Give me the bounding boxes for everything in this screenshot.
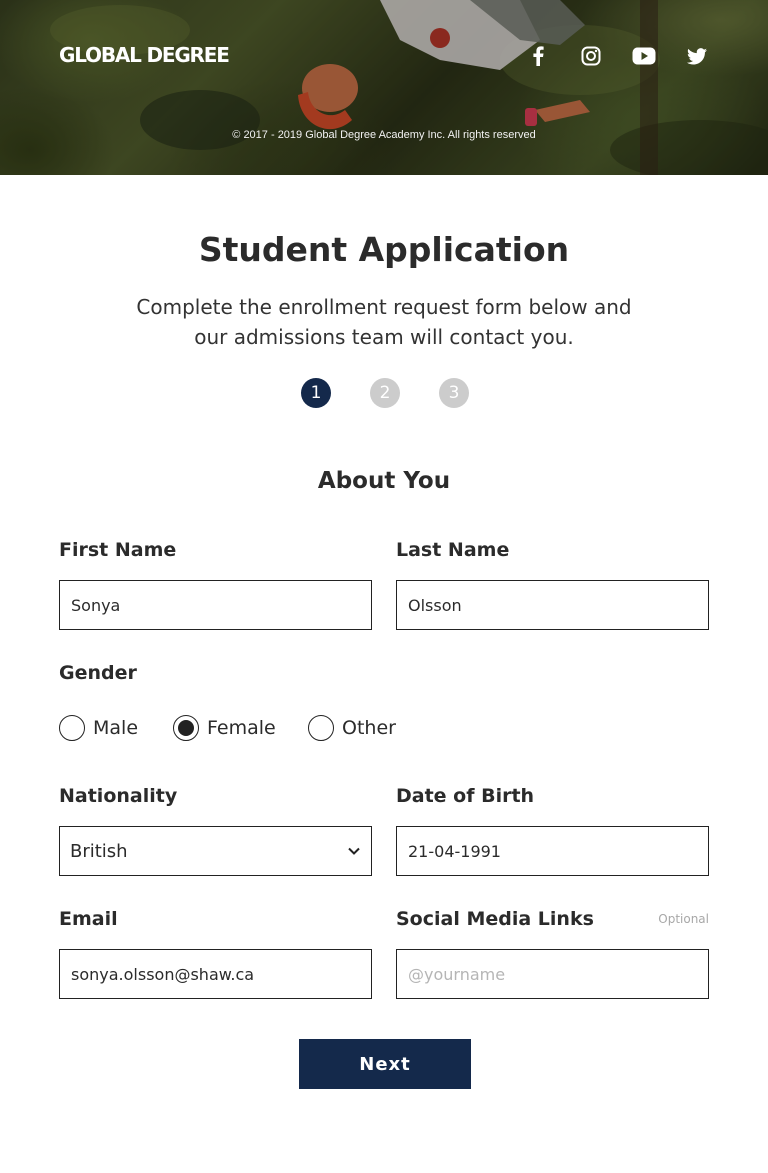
page-title: Student Application [198, 230, 570, 269]
radio-circle-selected[interactable] [173, 715, 199, 741]
step-2[interactable]: 2 [370, 378, 400, 408]
gender-label: Gender [59, 662, 137, 684]
last-name-label: Last Name [396, 539, 510, 561]
global-degree-logo[interactable]: GLOBAL DEGREE [59, 43, 229, 67]
hero-banner [0, 0, 768, 175]
first-name-label: First Name [59, 539, 177, 561]
radio-selected-dot [178, 720, 194, 736]
nationality-select[interactable] [59, 826, 372, 876]
gender-radio-female[interactable] [173, 713, 276, 743]
section-title: About You [317, 468, 451, 494]
gender-radio-other[interactable] [308, 713, 396, 743]
optional-hint: Optional [658, 912, 709, 926]
last-name-input[interactable] [396, 580, 709, 630]
youtube-icon[interactable] [631, 44, 657, 68]
social-media-label: Social Media Links [396, 908, 594, 930]
step-1[interactable]: 1 [301, 378, 331, 408]
gender-option-label: Other [342, 717, 396, 739]
dob-label: Date of Birth [396, 785, 535, 807]
twitter-icon[interactable] [684, 44, 710, 68]
nationality-label: Nationality [59, 785, 178, 807]
page-subtitle: Complete the enrollment request form below and our admissions team will contact you. [136, 295, 632, 349]
copyright-text: © 2017 - 2019 Global Degree Academy Inc. All rights reserved [232, 129, 536, 141]
gender-option-label: Female [207, 717, 276, 739]
first-name-input[interactable] [59, 580, 372, 630]
gender-radio-male[interactable] [59, 713, 138, 743]
radio-circle[interactable] [59, 715, 85, 741]
step-3[interactable]: 3 [439, 378, 469, 408]
radio-circle[interactable] [308, 715, 334, 741]
gender-radio-group [59, 713, 459, 743]
next-button[interactable]: Next [299, 1039, 471, 1089]
dob-input[interactable] [396, 826, 709, 876]
instagram-icon[interactable] [578, 44, 604, 68]
chevron-down-icon [347, 844, 361, 858]
gender-option-label: Male [93, 717, 139, 739]
nationality-selected-value: British [70, 840, 128, 862]
social-links [524, 44, 714, 68]
step-indicator [300, 378, 470, 408]
email-label: Email [59, 908, 118, 930]
social-media-input[interactable] [396, 949, 709, 999]
email-input[interactable] [59, 949, 372, 999]
facebook-icon[interactable] [525, 44, 551, 68]
